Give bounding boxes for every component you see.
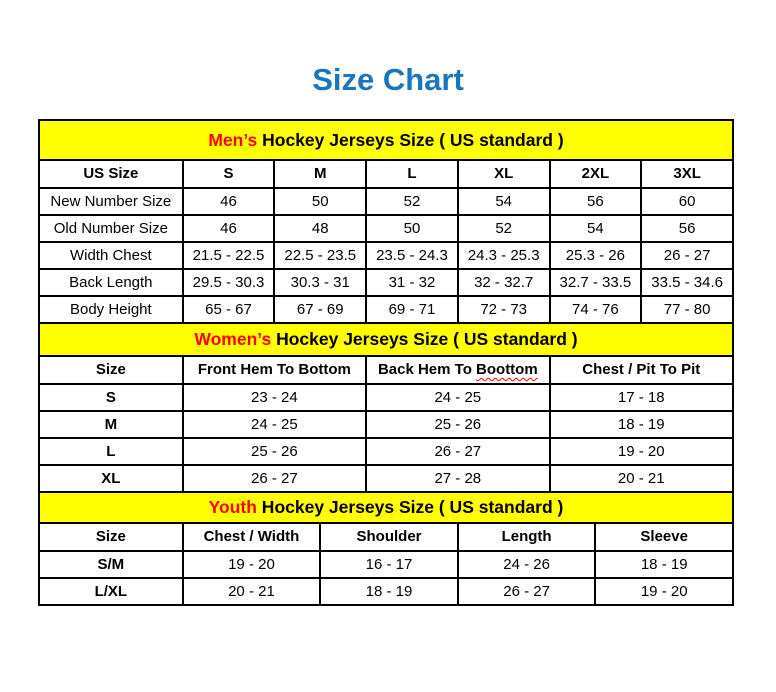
row-label: M [39,411,183,438]
value-cell: 33.5 - 34.6 [641,269,733,296]
value-cell: 24 - 25 [366,384,549,411]
womens-heading-accent: Women’s [194,329,272,349]
value-cell: 52 [366,188,458,215]
value-cell: 17 - 18 [550,384,733,411]
value-cell: 69 - 71 [366,296,458,323]
value-cell: 18 - 19 [320,578,458,605]
mens-heading-row [39,120,733,160]
value-cell: 60 [641,188,733,215]
value-cell: 72 - 73 [458,296,550,323]
value-cell: 25 - 26 [366,411,549,438]
youth-column-header: Sleeve [595,523,733,551]
value-cell: 23.5 - 24.3 [366,242,458,269]
value-cell: 31 - 32 [366,269,458,296]
mens-data-row [39,215,733,242]
value-cell: 54 [550,215,642,242]
value-cell: 74 - 76 [550,296,642,323]
womens-heading-row [39,323,733,356]
value-cell: 77 - 80 [641,296,733,323]
row-label: XL [39,465,183,492]
youth-data-row [39,551,733,578]
value-cell: 25.3 - 26 [550,242,642,269]
value-cell: 30.3 - 31 [274,269,366,296]
mens-data-row [39,242,733,269]
mens-heading-accent: Men’s [208,129,258,150]
youth-column-header: Length [458,523,596,551]
row-label: Body Height [39,296,183,323]
value-cell: 52 [458,215,550,242]
value-cell: 56 [641,215,733,242]
value-cell: 46 [183,188,275,215]
row-label: Old Number Size [39,215,183,242]
row-label: S/M [39,551,183,578]
value-cell: 22.5 - 23.5 [274,242,366,269]
row-label: L/XL [39,578,183,605]
value-cell: 46 [183,215,275,242]
womens-table-heading: Women’s Hockey Jerseys Size ( US standard ) [39,323,733,356]
value-cell: 24 - 26 [458,551,596,578]
value-cell: 26 - 27 [366,438,549,465]
row-label: New Number Size [39,188,183,215]
value-cell: 65 - 67 [183,296,275,323]
value-cell: 24.3 - 25.3 [458,242,550,269]
womens-column-header: Size [39,356,183,384]
value-cell: 48 [274,215,366,242]
value-cell: 20 - 21 [550,465,733,492]
youth-heading-accent: Youth [208,497,257,517]
misspelled-word: Boottom [476,361,538,378]
row-label: Back Length [39,269,183,296]
mens-column-header: L [366,160,458,188]
womens-column-header-row [39,356,733,384]
value-cell: 25 - 26 [183,438,366,465]
value-cell: 19 - 20 [595,578,733,605]
value-cell: 27 - 28 [366,465,549,492]
value-cell: 26 - 27 [458,578,596,605]
size-chart-tables [38,119,734,606]
womens-column-header: Chest / Pit To Pit [550,356,733,384]
mens-data-row [39,269,733,296]
womens-data-row [39,465,733,492]
value-cell: 32 - 32.7 [458,269,550,296]
youth-column-header: Size [39,523,183,551]
value-cell: 50 [366,215,458,242]
value-cell: 26 - 27 [183,465,366,492]
value-cell: 50 [274,188,366,215]
mens-column-header: 3XL [641,160,733,188]
value-cell: 54 [458,188,550,215]
mens-column-header: XL [458,160,550,188]
youth-heading-row [39,492,733,523]
value-cell: 23 - 24 [183,384,366,411]
youth-column-header: Chest / Width [183,523,321,551]
value-cell: 26 - 27 [641,242,733,269]
womens-column-header: Front Hem To Bottom [183,356,366,384]
mens-column-header: 2XL [550,160,642,188]
page-title: Size Chart [312,62,464,97]
value-cell: 29.5 - 30.3 [183,269,275,296]
womens-column-header: Back Hem To Boottom [366,356,549,384]
womens-data-row [39,384,733,411]
row-label: L [39,438,183,465]
value-cell: 24 - 25 [183,411,366,438]
womens-data-row [39,438,733,465]
row-label: S [39,384,183,411]
mens-size-table [38,119,734,324]
value-cell: 19 - 20 [183,551,321,578]
row-label: Width Chest [39,242,183,269]
value-cell: 56 [550,188,642,215]
youth-size-table [38,491,734,606]
womens-size-table [38,322,734,493]
youth-column-header: Shoulder [320,523,458,551]
mens-column-header: US Size [39,160,183,188]
youth-data-row [39,578,733,605]
value-cell: 20 - 21 [183,578,321,605]
mens-table-heading: Men’s Hockey Jerseys Size ( US standard ) [39,120,733,160]
value-cell: 18 - 19 [550,411,733,438]
mens-column-header: M [274,160,366,188]
value-cell: 32.7 - 33.5 [550,269,642,296]
womens-data-row [39,411,733,438]
value-cell: 67 - 69 [274,296,366,323]
value-cell: 18 - 19 [595,551,733,578]
youth-column-header-row [39,523,733,551]
value-cell: 21.5 - 22.5 [183,242,275,269]
value-cell: 16 - 17 [320,551,458,578]
mens-column-header: S [183,160,275,188]
mens-data-row [39,296,733,323]
youth-table-heading: Youth Hockey Jerseys Size ( US standard ) [39,492,733,523]
mens-column-header-row [39,160,733,188]
mens-data-row [39,188,733,215]
value-cell: 19 - 20 [550,438,733,465]
